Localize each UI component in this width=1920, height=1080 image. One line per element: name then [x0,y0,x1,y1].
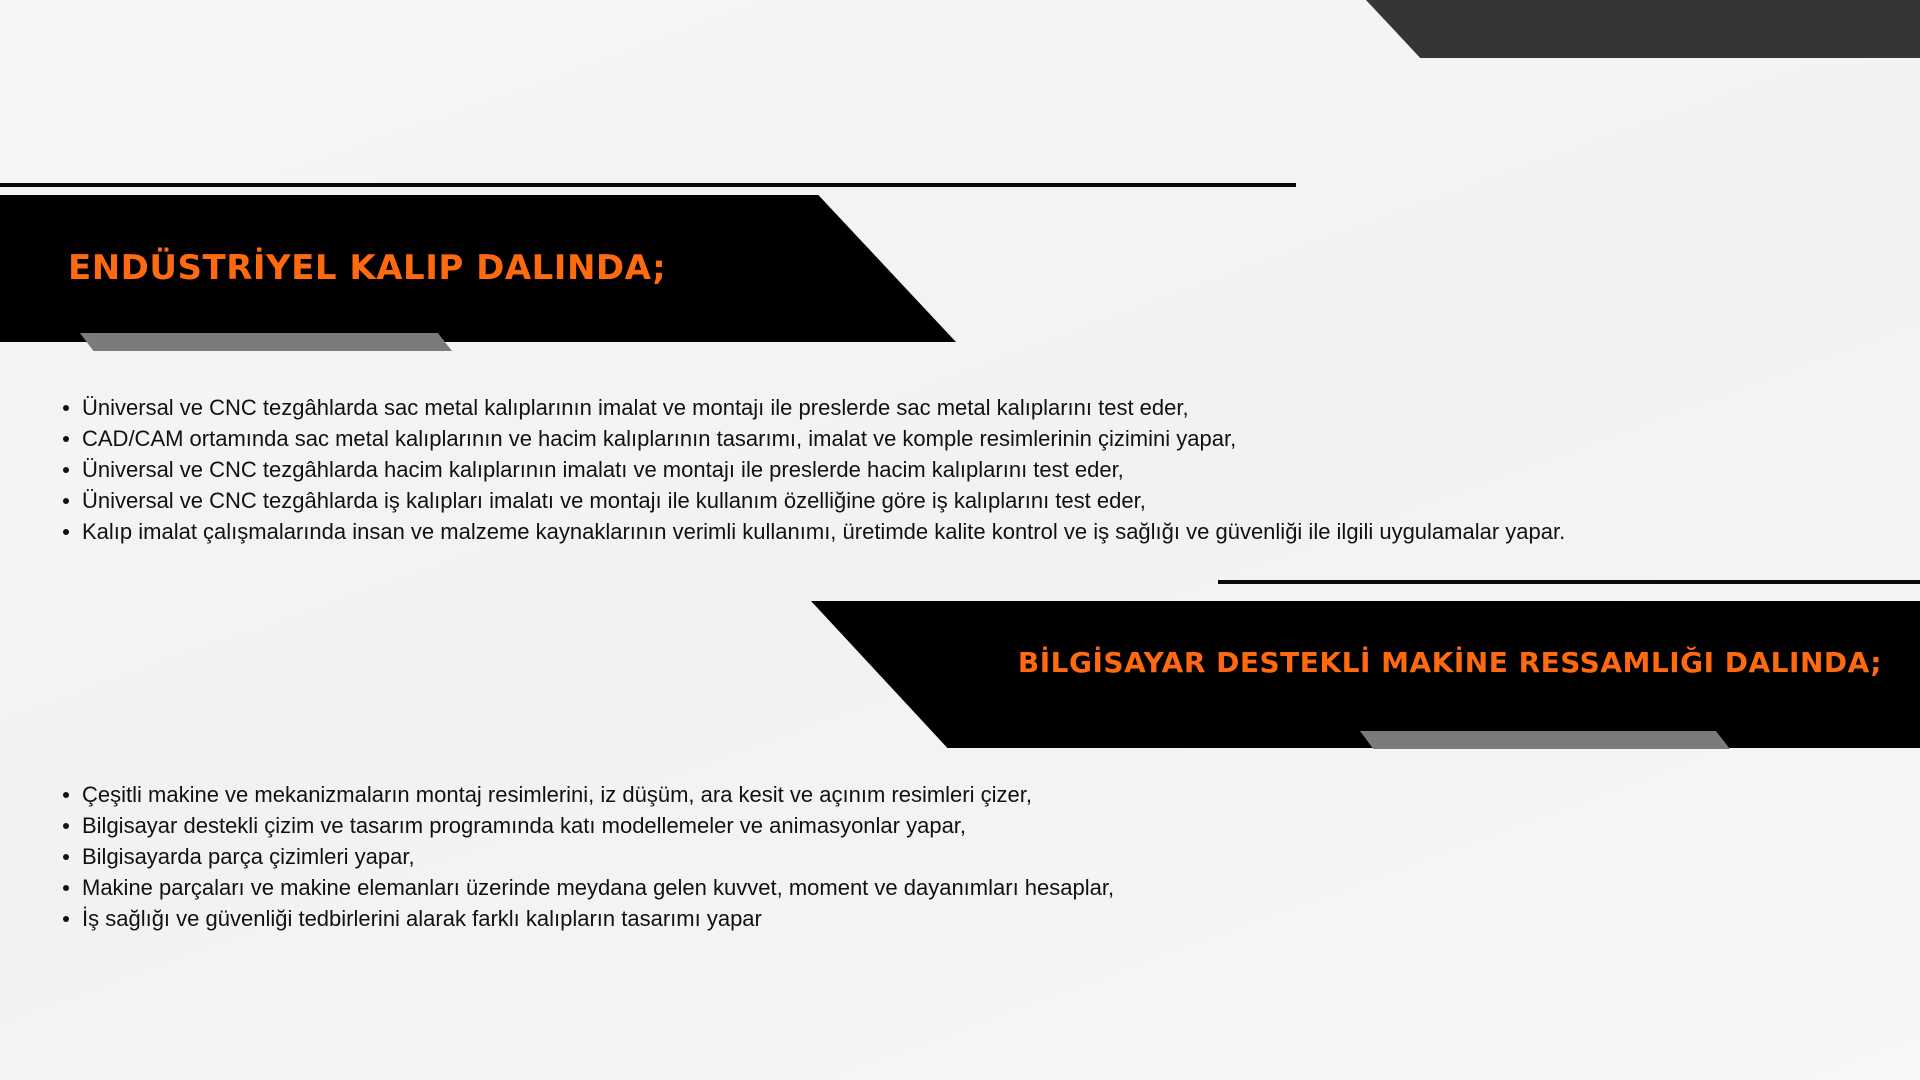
list-item: Bilgisayarda parça çizimleri yapar, [82,841,1114,872]
list-item: CAD/CAM ortamında sac metal kalıplarının ve hacim kalıplarının tasarımı, imalat ve komple resimlerinin çizimini yapar, [82,423,1565,454]
list-item: Üniversal ve CNC tezgâhlarda hacim kalıplarının imalatı ve montajı ile preslerde hacim kalıplarını test eder, [82,454,1565,485]
corner-decoration [1366,0,1920,58]
banner-accent-bar [80,333,452,351]
section-heading-industrial-mold: ENDÜSTRİYEL KALIP DALINDA; [68,248,667,288]
banner-accent-bar [1360,731,1730,749]
list-item: İş sağlığı ve güvenliği tedbirlerini alarak farklı kalıpların tasarımı yapar [82,903,1114,934]
section-heading-cad-drafting: BİLGİSAYAR DESTEKLİ MAKİNE RESSAMLIĞI DALINDA; [1017,646,1882,679]
list-item: Bilgisayar destekli çizim ve tasarım programında katı modellemeler ve animasyonlar yapar, [82,810,1114,841]
list-item: Üniversal ve CNC tezgâhlarda iş kalıpları imalatı ve montajı ile kullanım özelliğine göre iş kalıplarını test eder, [82,485,1565,516]
list-item: Çeşitli makine ve mekanizmaların montaj resimlerini, iz düşüm, ara kesit ve açınım resimleri çizer, [82,779,1114,810]
list-item: Makine parçaları ve makine elemanları üzerinde meydana gelen kuvvet, moment ve dayanımları hesaplar, [82,872,1114,903]
list-item: Üniversal ve CNC tezgâhlarda sac metal kalıplarının imalat ve montajı ile preslerde sac metal kalıplarını test eder, [82,392,1565,423]
divider-line-middle [1218,580,1920,584]
cad-drafting-list [0,779,1114,934]
industrial-mold-list [0,392,1565,547]
list-item: Kalıp imalat çalışmalarında insan ve malzeme kaynaklarının verimli kullanımı, üretimde kalite kontrol ve iş sağlığı ve güvenliği ile ilgili uygulamalar yapar. [82,516,1565,547]
divider-line-top [0,183,1296,187]
